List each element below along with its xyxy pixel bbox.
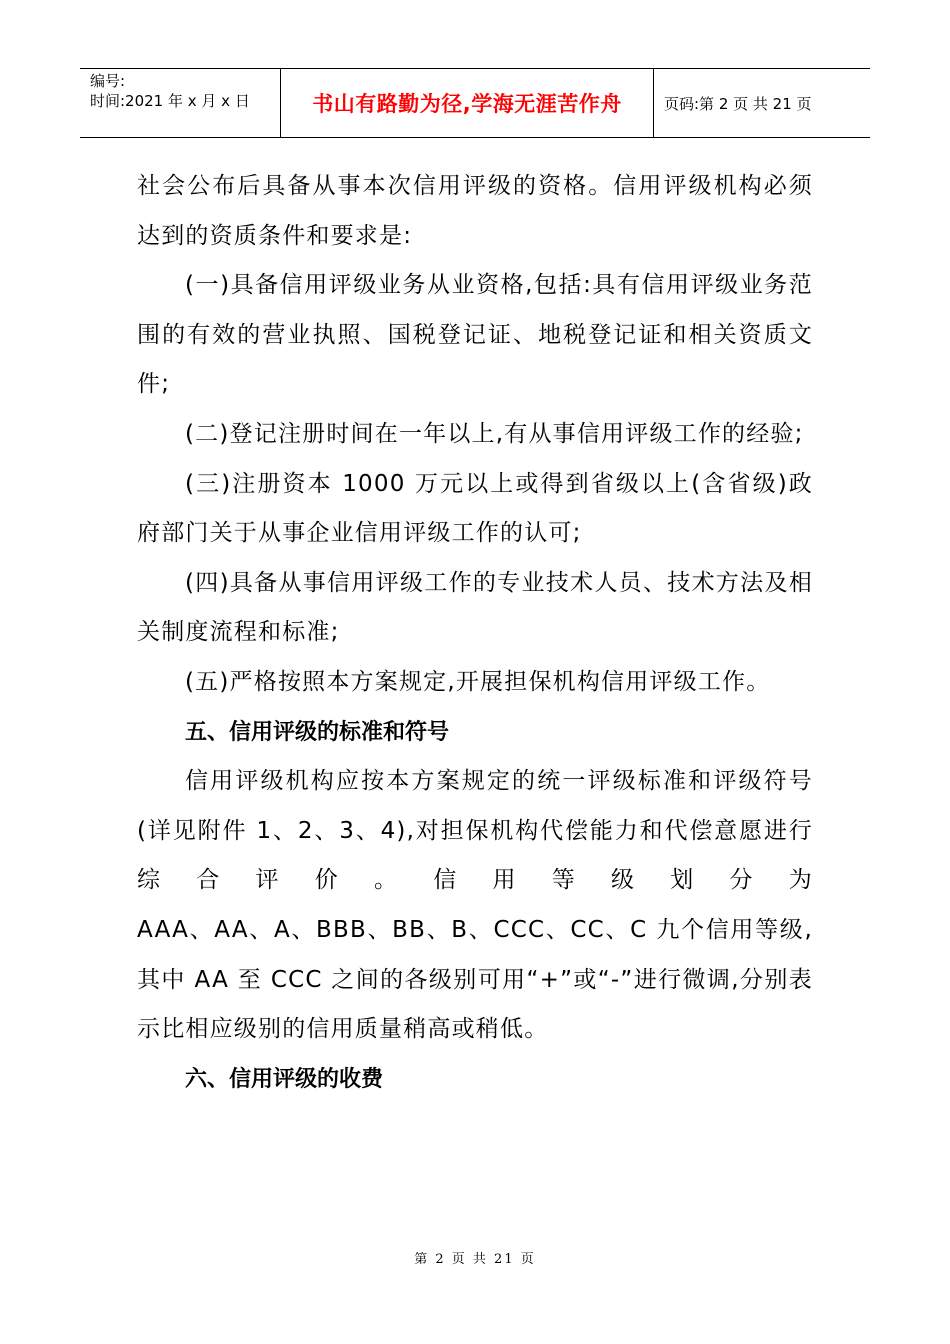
header-page-info-cell xyxy=(654,69,870,137)
paragraph-rating-standard-part2: AAA、AA、A、BBB、BB、B、CCC、CC、C 九个信用等级,其中 AA 至 CCC 之间的各级别可用“+”或“-”进行微调,分别表示比相应级别的信用质量稍高或稍低。 xyxy=(137,916,813,1043)
paragraph-requirement-4: (四)具备从事信用评级工作的专业技术人员、技术方法及相关制度流程和标准; xyxy=(137,569,813,646)
document-time-label: 时间:2021 年 x 月 x 日 xyxy=(90,92,250,110)
header-page-info: 页码:第 2 页 共 21 页 xyxy=(664,94,812,113)
document-number-label: 编号: xyxy=(90,72,126,90)
document-body xyxy=(137,162,813,1104)
paragraph-requirement-5: (五)严格按照本方案规定,开展担保机构信用评级工作。 xyxy=(185,668,771,695)
section-heading-5: 五、信用评级的标准和符号 xyxy=(185,719,450,745)
header-meta xyxy=(80,69,281,137)
page-header xyxy=(80,68,870,138)
page-footer: 第 2 页 共 21 页 xyxy=(414,1252,536,1267)
paragraph-rating-standard-part1: 信用评级机构应按本方案规定的统一评级标准和评级符号(详见附件 1、2、3、4),对担保机构代偿能力和代偿意愿进行综合评价。信用等级划分为 xyxy=(137,768,813,894)
paragraph-requirement-3: (三)注册资本 1000 万元以上或得到省级以上(含省级)政府部门关于从事企业信用评级工作的认可; xyxy=(137,470,813,547)
section-heading-6: 六、信用评级的收费 xyxy=(185,1066,384,1092)
paragraph-requirement-2: (二)登记注册时间在一年以上,有从事信用评级工作的经验; xyxy=(185,420,804,447)
paragraph-qualification-intro: 社会公布后具备从事本次信用评级的资格。信用评级机构必须达到的资质条件和要求是: xyxy=(137,173,813,249)
header-motto-cell xyxy=(281,69,654,137)
header-motto: 书山有路勤为径,学海无涯苦作舟 xyxy=(312,92,622,116)
paragraph-requirement-1: (一)具备信用评级业务从业资格,包括:具有信用评级业务范围的有效的营业执照、国税登记证、地税登记证和相关资质文件; xyxy=(137,272,813,398)
